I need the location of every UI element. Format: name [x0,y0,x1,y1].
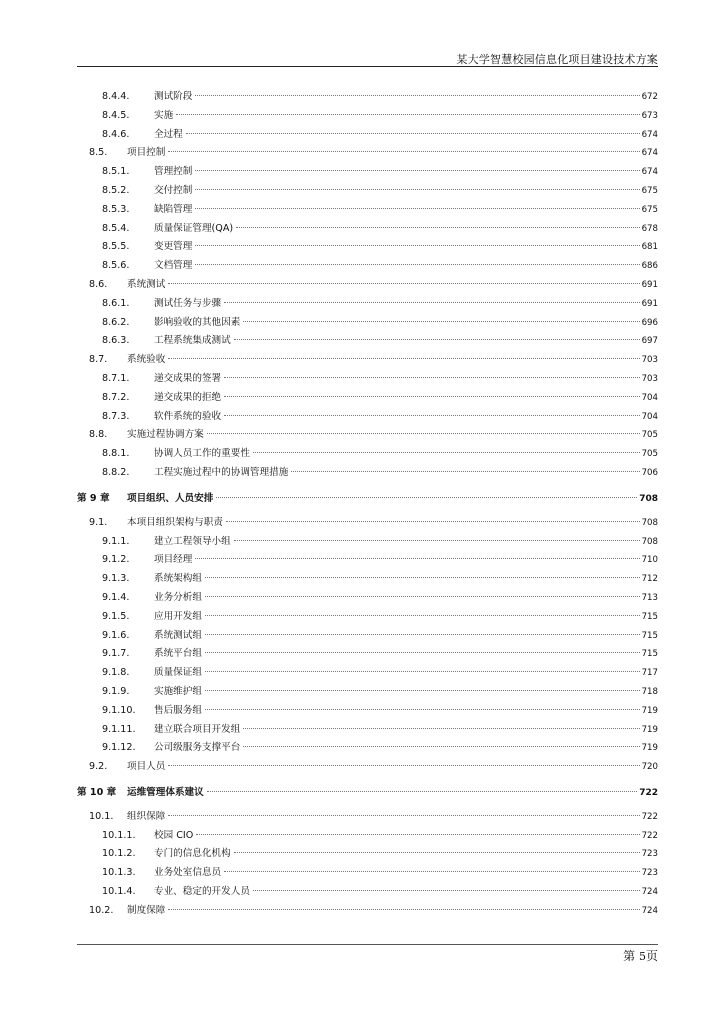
toc-subsection-entry[interactable] [77,721,658,740]
toc-entry-title: 实施过程协调方案 [127,429,204,441]
toc-entry-title: 专门的信息化机构 [154,848,231,860]
toc-subsection-entry[interactable] [77,163,658,182]
toc-entry-number: 8.7.3. [102,410,130,422]
toc-dot-leader [224,871,639,872]
toc-entry-title: 系统测试 [127,278,166,290]
toc-entry-number: 8.5.2. [102,184,130,196]
toc-entry-page: 719 [641,724,658,735]
toc-entry-page: 673 [641,110,658,121]
toc-subsection-entry[interactable] [77,683,658,702]
toc-entry-number: 8.4.5. [102,109,130,121]
toc-entry-page: 715 [641,630,658,641]
toc-entry-title: 建立工程领导小组 [154,535,231,547]
toc-entry-number: 第 10 章 [77,786,117,798]
toc-entry-title: 系统架构组 [154,573,202,585]
toc-entry-page: 724 [641,887,658,898]
toc-entry-number: 8.8.1. [102,448,130,460]
toc-entry-title: 工程系统集成测试 [154,335,231,347]
toc-dot-leader [205,577,640,578]
toc-chapter-entry[interactable] [77,485,658,513]
toc-dot-leader [243,746,639,747]
toc-dot-leader [207,433,640,434]
toc-entry-number: 9.1.6. [102,629,130,641]
toc-section-entry[interactable] [77,351,658,370]
toc-entry-page: 715 [641,611,658,622]
toc-dot-leader [234,540,640,541]
toc-entry-page: 674 [641,167,658,178]
toc-section-entry[interactable] [77,758,658,777]
toc-entry-number: 8.6. [89,278,108,290]
toc-entry-number: 8.5.1. [102,166,130,178]
toc-entry-number: 8.5.6. [102,260,130,272]
toc-subsection-entry[interactable] [77,88,658,107]
toc-entry-page: 706 [641,467,658,478]
toc-subsection-entry[interactable] [77,845,658,864]
toc-subsection-entry[interactable] [77,739,658,758]
toc-entry-number: 9.1.11. [102,723,136,735]
toc-subsection-entry[interactable] [77,645,658,664]
toc-dot-leader [196,834,639,835]
toc-entry-page: 697 [641,336,658,347]
toc-entry-title: 系统验收 [127,354,166,366]
toc-entry-number: 第 9 章 [77,492,110,504]
toc-dot-leader [291,471,639,472]
toc-subsection-entry[interactable] [77,551,658,570]
toc-section-entry[interactable] [77,902,658,921]
toc-entry-page: 704 [641,411,658,422]
toc-dot-leader [168,283,639,284]
toc-subsection-entry[interactable] [77,201,658,220]
toc-entry-title: 项目控制 [127,147,166,159]
toc-entry-number: 8.5.3. [102,203,130,215]
toc-entry-page: 718 [641,686,658,697]
toc-dot-leader [207,791,637,792]
toc-entry-number: 8.8.2. [102,466,130,478]
toc-entry-page: 710 [641,555,658,566]
toc-dot-leader [205,709,640,710]
toc-dot-leader [168,358,639,359]
toc-dot-leader [195,95,639,96]
toc-dot-leader [234,339,640,340]
toc-entry-title: 专业、稳定的开发人员 [154,886,250,898]
toc-dot-leader [195,264,639,265]
toc-subsection-entry[interactable] [77,238,658,257]
toc-entry-title: 变更管理 [154,241,193,253]
toc-dot-leader [186,133,640,134]
footer-divider [77,944,658,945]
toc-entry-title: 建立联合项目开发组 [154,723,241,735]
toc-entry-page: 704 [641,392,658,403]
toc-entry-number: 9.1.3. [102,573,130,585]
toc-dot-leader [168,815,639,816]
toc-dot-leader [205,690,640,691]
toc-dot-leader [216,497,637,498]
toc-dot-leader [236,227,639,228]
toc-dot-leader [253,452,640,453]
toc-entry-page: 703 [641,373,658,384]
toc-entry-page: 672 [641,92,658,102]
toc-subsection-entry[interactable] [77,570,658,589]
toc-entry-number: 9.1.5. [102,610,130,622]
toc-entry-number: 8.7.1. [102,372,130,384]
toc-dot-leader [168,765,639,766]
toc-section-entry[interactable] [77,144,658,163]
toc-subsection-entry[interactable] [77,589,658,608]
toc-dot-leader [195,170,639,171]
toc-entry-title: 全过程 [154,128,183,140]
toc-entry-title: 售后服务组 [154,704,202,716]
toc-entry-page: 717 [641,668,658,679]
toc-subsection-entry[interactable] [77,370,658,389]
toc-entry-page: 723 [641,868,658,879]
toc-entry-title: 运维管理体系建议 [127,786,204,798]
toc-subsection-entry[interactable] [77,627,658,646]
toc-entry-page: 703 [641,355,658,366]
toc-entry-page: 691 [641,279,658,290]
toc-entry-page: 724 [641,905,658,916]
toc-entry-title: 测试任务与步骤 [154,297,222,309]
toc-dot-leader [243,728,639,729]
toc-entry-number: 9.1.10. [102,704,136,716]
toc-entry-title: 系统测试组 [154,629,202,641]
toc-entry-number: 9.1.12. [102,742,136,754]
toc-entry-number: 9.1.4. [102,591,130,603]
toc-subsection-entry[interactable] [77,389,658,408]
toc-entry-page: 720 [641,762,658,773]
toc-entry-title: 软件系统的验收 [154,410,222,422]
toc-entry-title: 实施 [154,109,174,121]
toc-dot-leader [205,615,640,616]
toc-entry-title: 本项目组织架构与职责 [127,516,223,528]
toc-entry-page: 705 [641,449,658,460]
toc-entry-title: 组织保障 [127,810,166,822]
toc-entry-title: 业务分析组 [154,591,202,603]
toc-subsection-entry[interactable] [77,126,658,145]
toc-entry-title: 递交成果的签署 [154,372,222,384]
toc-dot-leader [243,321,639,322]
toc-entry-number: 10.2. [89,904,114,916]
toc-entry-title: 业务处室信息员 [154,867,222,879]
toc-entry-title: 应用开发组 [154,610,202,622]
toc-entry-page: 719 [641,705,658,716]
toc-entry-number: 8.5. [89,147,108,159]
toc-dot-leader [168,909,639,910]
toc-entry-page: 696 [641,317,658,328]
toc-chapter-entry[interactable] [77,779,658,807]
toc-entry-page: 691 [641,298,658,309]
toc-entry-number: 8.7. [89,354,108,366]
toc-entry-page: 675 [641,204,658,215]
toc-entry-number: 8.6.2. [102,316,130,328]
toc-dot-leader [224,415,639,416]
toc-subsection-entry[interactable] [77,295,658,314]
toc-entry-title: 公司级服务支撑平台 [154,742,241,754]
toc-entry-number: 9.1.7. [102,648,130,660]
toc-dot-leader [195,189,639,190]
toc-section-entry[interactable] [77,808,658,827]
toc-entry-page: 681 [641,242,658,253]
toc-entry-number: 10.1.4. [102,886,136,898]
toc-entry-page: 722 [639,787,658,798]
toc-entry-title: 质量保证组 [154,667,202,679]
toc-entry-title: 协调人员工作的重要性 [154,448,250,460]
toc-entry-title: 项目组织、人员安排 [127,492,214,504]
toc-entry-number: 8.5.5. [102,241,130,253]
toc-entry-title: 制度保障 [127,904,166,916]
toc-entry-number: 9.1.8. [102,667,130,679]
toc-entry-title: 管理控制 [154,166,193,178]
toc-subsection-entry[interactable] [77,533,658,552]
page-number [623,947,658,964]
toc-dot-leader [195,245,639,246]
toc-entry-number: 10.1. [89,810,114,822]
toc-subsection-entry[interactable] [77,702,658,721]
toc-entry-number: 10.1.1. [102,829,136,841]
toc-entry-page: 686 [641,261,658,272]
document-header-title: 某大学智慧校园信息化项目建设技术方案 [456,53,658,66]
toc-entry-page: 678 [641,223,658,234]
toc-dot-leader [234,852,640,853]
toc-dot-leader [253,890,640,891]
toc-entry-title: 实施维护组 [154,685,202,697]
header-divider [77,66,658,67]
toc-subsection-entry[interactable] [77,182,658,201]
toc-dot-leader [226,521,640,522]
toc-entry-title: 测试阶段 [154,91,193,102]
toc-subsection-entry[interactable] [77,664,658,683]
toc-subsection-entry[interactable] [77,864,658,883]
toc-subsection-entry[interactable] [77,827,658,846]
toc-entry-number: 9.2. [89,761,108,773]
toc-entry-title: 项目人员 [127,761,166,773]
toc-entry-page: 708 [641,517,658,528]
toc-entry-page: 674 [641,129,658,140]
toc-entry-title: 缺陷管理 [154,203,193,215]
toc-entry-page: 674 [641,148,658,159]
toc-entry-number: 8.6.1. [102,297,130,309]
toc-dot-leader [205,596,640,597]
page-number-value: 5 [638,950,646,963]
toc-entry-title: 工程实施过程中的协调管理措施 [154,466,289,478]
toc-entry-title: 质量保证管理(QA) [154,222,234,234]
toc-entry-number: 9.1.9. [102,685,130,697]
toc-entry-title: 系统平台组 [154,648,202,660]
toc-entry-title: 影响验收的其他因素 [154,316,241,328]
toc-entry-title: 递交成果的拒绝 [154,391,222,403]
toc-entry-title: 校园 CIO [154,829,194,841]
toc-entry-number: 8.8. [89,429,108,441]
toc-dot-leader [205,671,640,672]
toc-entry-number: 9.1.2. [102,554,130,566]
toc-dot-leader [195,558,639,559]
toc-entry-page: 719 [641,743,658,754]
toc-dot-leader [224,302,639,303]
toc-entry-title: 项目经理 [154,554,193,566]
toc-section-entry[interactable] [77,426,658,445]
toc-entry-page: 723 [641,849,658,860]
toc-entry-title: 文档管理 [154,260,193,272]
toc-subsection-entry[interactable] [77,220,658,239]
toc-subsection-entry[interactable] [77,314,658,333]
toc-entry-page: 722 [641,830,658,841]
toc-subsection-entry[interactable] [77,107,658,126]
toc-subsection-entry[interactable] [77,257,658,276]
table-of-contents [77,88,658,921]
page-number-suffix: 页 [645,949,658,963]
toc-entry-number: 8.7.2. [102,391,130,403]
toc-entry-number: 10.1.3. [102,867,136,879]
toc-dot-leader [176,114,639,115]
toc-subsection-entry[interactable] [77,464,658,483]
toc-subsection-entry[interactable] [77,408,658,427]
toc-entry-page: 705 [641,430,658,441]
toc-entry-number: 8.5.4. [102,222,130,234]
toc-entry-number: 10.1.2. [102,848,136,860]
toc-entry-page: 675 [641,185,658,196]
toc-section-entry[interactable] [77,514,658,533]
toc-subsection-entry[interactable] [77,332,658,351]
toc-entry-number: 9.1.1. [102,535,130,547]
toc-subsection-entry[interactable] [77,445,658,464]
toc-dot-leader [168,151,639,152]
toc-entry-page: 712 [641,574,658,585]
toc-entry-page: 715 [641,649,658,660]
toc-section-entry[interactable] [77,276,658,295]
toc-subsection-entry[interactable] [77,883,658,902]
toc-entry-page: 722 [641,811,658,822]
toc-entry-number: 8.4.6. [102,128,130,140]
toc-entry-number: 8.4.4. [102,91,130,102]
toc-entry-number: 9.1. [89,516,108,528]
toc-subsection-entry[interactable] [77,608,658,627]
toc-dot-leader [205,634,640,635]
toc-entry-page: 708 [641,536,658,547]
toc-dot-leader [224,396,639,397]
toc-entry-page: 708 [639,493,658,504]
toc-entry-number: 8.6.3. [102,335,130,347]
toc-dot-leader [195,208,639,209]
toc-entry-title: 交付控制 [154,184,193,196]
page-number-prefix: 第 [623,949,639,963]
toc-dot-leader [205,652,640,653]
toc-dot-leader [224,377,639,378]
toc-entry-page: 713 [641,592,658,603]
